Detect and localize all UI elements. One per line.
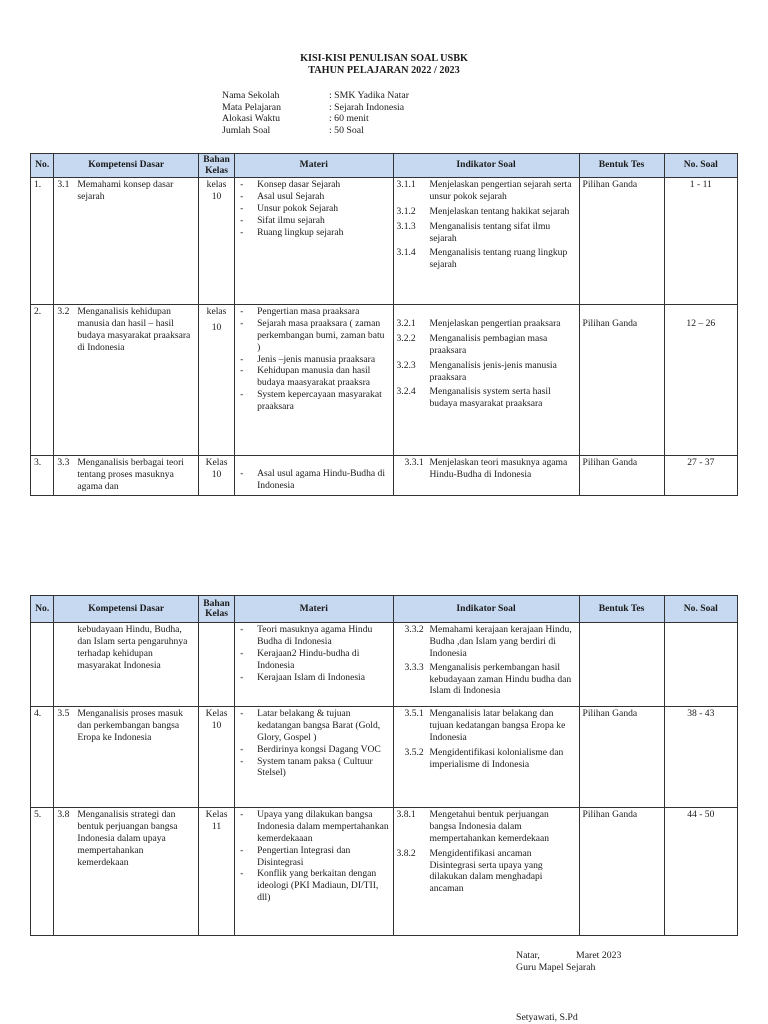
materi-item: - Kerajaan2 Hindu-budha di Indonesia bbox=[238, 648, 389, 672]
cell-kompetensi bbox=[54, 707, 199, 808]
indikator-text: Menganalisis tentang ruang lingkup sejarah bbox=[429, 247, 568, 271]
materi-item: - Ruang lingkup sejarah bbox=[238, 227, 389, 239]
cell-kelas bbox=[198, 178, 234, 305]
kd-number: 3.5 bbox=[57, 708, 70, 719]
col-header-indikator: Indikator Soal bbox=[393, 154, 579, 178]
indikator-text: Menganalisis latar belakang dan tujuan kedatangan bangsa Eropa ke Indonesia bbox=[429, 708, 566, 743]
cell-materi bbox=[235, 707, 393, 808]
kd-number: 3.8 bbox=[57, 809, 70, 820]
cell-no: 2. bbox=[31, 305, 54, 456]
indikator-item bbox=[397, 624, 576, 660]
kelas-label: Kelas bbox=[205, 809, 228, 820]
meta-row bbox=[222, 125, 409, 137]
indikator-item bbox=[397, 179, 576, 203]
indikator-item bbox=[397, 333, 576, 357]
materi-item: - Sejarah masa praaksara ( zaman perkembangan bumi, zaman batu ) bbox=[238, 318, 389, 354]
col-header-no: No. bbox=[31, 154, 54, 178]
indikator-text: Menjelaskan pengertian sejarah serta unsur pokok sejarah bbox=[429, 179, 572, 202]
meta-label: Jumlah Soal bbox=[222, 124, 271, 136]
materi-item: - Teori masuknya agama Hindu Budha di Indonesia bbox=[238, 624, 389, 648]
materi-item: - Konflik yang berkaitan dengan ideologi (PKI Madiaun, DI/TII, dll) bbox=[238, 868, 389, 904]
cell-kompetensi bbox=[54, 808, 199, 936]
signature-place-date bbox=[516, 950, 621, 962]
nosoal-text: 12 – 26 bbox=[686, 318, 716, 329]
col-header-nosoal: No. Soal bbox=[664, 154, 737, 178]
indikator-number: 3.8.2 bbox=[396, 847, 416, 859]
indikator-text: Menjelaskan pengertian praaksara bbox=[429, 318, 561, 329]
indikator-number: 3.2.4 bbox=[396, 386, 416, 398]
school-info bbox=[222, 90, 409, 136]
cell-indikator bbox=[393, 305, 579, 456]
indikator-number: 3.3.3 bbox=[404, 661, 424, 673]
meta-row bbox=[222, 113, 409, 125]
materi-item: - Unsur pokok Sejarah bbox=[238, 203, 389, 215]
indikator-number: 3.2.1 bbox=[396, 318, 416, 329]
indikator-number: 3.1.1 bbox=[396, 179, 416, 190]
table-row bbox=[31, 456, 738, 496]
kisi-table-page-2 bbox=[30, 595, 738, 936]
col-header-indikator: Indikator Soal bbox=[393, 596, 579, 623]
signature-place: Natar, bbox=[516, 950, 540, 961]
indikator-number: 3.1.4 bbox=[396, 247, 416, 259]
cell-indikator bbox=[393, 178, 579, 305]
cell-kelas bbox=[198, 456, 234, 496]
cell-bentuk: Pilihan Ganda bbox=[579, 808, 664, 936]
indikator-text: Menganalisis system serta hasil budaya masyarakat praaksara bbox=[429, 386, 551, 410]
kd-text: Menganalisis proses masuk dan perkembangan bangsa Eropa ke Indonesia bbox=[77, 708, 183, 743]
materi-item: - Pengertian masa praaksara bbox=[238, 306, 389, 318]
cell-no: 4. bbox=[31, 707, 54, 808]
cell-materi bbox=[235, 178, 393, 305]
indikator-number: 3.5.2 bbox=[404, 746, 424, 758]
meta-label: Mata Pelajaran bbox=[222, 101, 282, 113]
indikator-item bbox=[397, 360, 576, 384]
indikator-number: 3.3.1 bbox=[404, 457, 424, 468]
col-header-kompetensi: Kompetensi Dasar bbox=[54, 596, 199, 623]
col-header-kelas: Bahan Kelas bbox=[198, 154, 234, 178]
kelas-value: 10 bbox=[211, 719, 222, 731]
cell-kelas bbox=[198, 305, 234, 456]
indikator-number: 3.2.2 bbox=[396, 332, 416, 344]
meta-value: : 50 Soal bbox=[329, 124, 364, 136]
materi-item: - Berdirinya kongsi Dagang VOC bbox=[238, 744, 389, 756]
indikator-text: Mengetahui bentuk perjuangan bangsa Indonesia dalam mempertahankan kemerdekaan bbox=[429, 809, 550, 844]
kd-text: Menganalisis strategi dan bentuk perjuangan bangsa Indonesia dalam upaya mempertahankan kemerdekaan bbox=[77, 809, 178, 868]
kd-number: 3.3 bbox=[57, 457, 70, 468]
indikator-item bbox=[397, 708, 576, 744]
materi-item: - Kerajaan Islam di Indonesia bbox=[238, 672, 389, 684]
cell-nosoal bbox=[664, 305, 737, 456]
kd-number: 3.1 bbox=[57, 179, 70, 190]
indikator-item bbox=[397, 747, 576, 771]
table-header-row bbox=[31, 154, 738, 178]
col-header-kelas: Bahan Kelas bbox=[198, 596, 234, 623]
kd-text: Memahami konsep dasar sejarah bbox=[77, 179, 174, 202]
meta-value: : 60 menit bbox=[329, 113, 369, 125]
indikator-item bbox=[397, 318, 576, 330]
col-header-materi: Materi bbox=[235, 596, 393, 623]
kd-text: Menganalisis kehidupan manusia dan hasil – hasil budaya masyarakat praaksara di Indonesia bbox=[77, 306, 191, 353]
indikator-number: 3.1.3 bbox=[396, 220, 416, 232]
table-row bbox=[31, 178, 738, 305]
cell-bentuk: Pilihan Ganda bbox=[579, 707, 664, 808]
materi-item: - System kepercayaan masyarakat praaksara bbox=[238, 389, 389, 413]
cell-no: 1. bbox=[31, 178, 54, 305]
cell-no: 3. bbox=[31, 456, 54, 496]
indikator-text: Mengidentifikasi ancaman Disintegrasi serta upaya yang dilakukan dalam menghadapi ancaman bbox=[429, 847, 543, 895]
cell-nosoal: 38 - 43 bbox=[664, 707, 737, 808]
col-header-nosoal: No. Soal bbox=[664, 596, 737, 623]
cell-kompetensi bbox=[54, 456, 199, 496]
indikator-text: Menjelaskan teori masuknya agama Hindu-Budha di Indonesia bbox=[429, 457, 568, 480]
cell-no: 5. bbox=[31, 808, 54, 936]
materi-item: - Sifat ilmu sejarah bbox=[238, 215, 389, 227]
materi-item: - Kehidupan manusia dan hasil budaya maasyarakat praaksra bbox=[238, 365, 389, 389]
materi-item: - Latar belakang & tujuan kedatangan bangsa Barat (Gold, Glory, Gospel ) bbox=[238, 708, 389, 744]
kd-number: 3.2 bbox=[57, 306, 70, 317]
cell-materi bbox=[235, 305, 393, 456]
cell-nosoal: 27 - 37 bbox=[664, 456, 737, 496]
cell-bentuk bbox=[579, 305, 664, 456]
cell-kompetensi bbox=[54, 178, 199, 305]
indikator-item bbox=[397, 457, 576, 481]
cell-indikator bbox=[393, 623, 579, 707]
meta-row bbox=[222, 90, 409, 102]
table-row bbox=[31, 623, 738, 707]
bentuk-text: Pilihan Ganda bbox=[582, 318, 638, 329]
materi-item: - Konsep dasar Sejarah bbox=[238, 179, 389, 191]
cell-kelas bbox=[198, 808, 234, 936]
indikator-text: Memahami kerajaan kerajaan Hindu, Budha ,dan Islam yang berdiri di Indonesia bbox=[429, 624, 572, 659]
cell-nosoal bbox=[664, 623, 737, 707]
document-subtitle: TAHUN PELAJARAN 2022 / 2023 bbox=[308, 65, 460, 76]
indikator-text: Menganalisis perkembangan hasil kebudayaan zaman Hindu budha dan Islam di Indonesia bbox=[429, 661, 572, 697]
indikator-number: 3.8.1 bbox=[396, 809, 416, 820]
col-header-no: No. bbox=[31, 596, 54, 623]
materi-item: - Upaya yang dilakukan bangsa Indonesia dalam mempertahankan kemerdekaaan bbox=[238, 809, 389, 845]
cell-kompetensi bbox=[54, 623, 199, 707]
kisi-table-page-1 bbox=[30, 153, 738, 496]
kelas-label: kelas bbox=[206, 179, 227, 190]
indikator-item bbox=[397, 247, 576, 271]
materi-item: - System tanam paksa ( Cultuur Stelsel) bbox=[238, 756, 389, 780]
meta-value: : SMK Yadika Natar bbox=[329, 90, 410, 101]
meta-value: : Sejarah Indonesia bbox=[329, 101, 405, 113]
kelas-value: 10 bbox=[211, 190, 222, 202]
col-header-materi: Materi bbox=[235, 154, 393, 178]
indikator-text: Menganalisis pembagian masa praaksara bbox=[429, 332, 548, 356]
meta-row bbox=[222, 102, 409, 114]
table-header-row bbox=[31, 596, 738, 623]
indikator-number: 3.1.2 bbox=[396, 205, 416, 217]
kelas-label: Kelas bbox=[205, 708, 228, 719]
cell-kelas bbox=[198, 623, 234, 707]
signature-role: Guru Mapel Sejarah bbox=[516, 962, 596, 973]
indikator-item bbox=[397, 809, 576, 845]
cell-kompetensi bbox=[54, 305, 199, 456]
col-header-bentuk: Bentuk Tes bbox=[579, 154, 664, 178]
cell-materi bbox=[235, 623, 393, 707]
kelas-value: 10 bbox=[211, 468, 222, 480]
table-row bbox=[31, 305, 738, 456]
cell-bentuk: Pilihan Ganda bbox=[579, 456, 664, 496]
cell-kelas bbox=[198, 707, 234, 808]
cell-nosoal: 44 - 50 bbox=[664, 808, 737, 936]
materi-item: - Pengertian Integrasi dan Disintegrasi bbox=[238, 845, 389, 869]
cell-indikator bbox=[393, 808, 579, 936]
indikator-number: 3.2.3 bbox=[396, 359, 416, 371]
col-header-bentuk: Bentuk Tes bbox=[579, 596, 664, 623]
table-row bbox=[31, 707, 738, 808]
indikator-text: Menjelaskan tentang hakikat sejarah bbox=[429, 205, 570, 217]
cell-materi bbox=[235, 456, 393, 496]
indikator-item bbox=[397, 848, 576, 896]
indikator-text: Menganalisis jenis-jenis manusia praaksara bbox=[429, 359, 557, 383]
document-title: KISI-KISI PENULISAN SOAL USBK bbox=[300, 53, 468, 64]
indikator-text: Mengidentifikasi kolonialisme dan imperialisme di Indonesia bbox=[429, 746, 564, 770]
cell-materi bbox=[235, 808, 393, 936]
indikator-item bbox=[397, 206, 576, 218]
cell-no bbox=[31, 623, 54, 707]
kd-text: kebudayaan Hindu, Budha, dan Islam serta pengaruhnya terhadap kehidupan masyarakat Indonesia bbox=[77, 624, 188, 671]
materi-item: - Jenis –jenis manusia praaksara bbox=[238, 354, 389, 366]
cell-indikator bbox=[393, 456, 579, 496]
indikator-text: Menganalisis tentang sifat ilmu sejarah bbox=[429, 220, 551, 244]
signature-date: Maret 2023 bbox=[576, 950, 622, 961]
indikator-number: 3.5.1 bbox=[404, 708, 424, 719]
table-row bbox=[31, 808, 738, 936]
cell-bentuk: Pilihan Ganda bbox=[579, 178, 664, 305]
meta-label: Nama Sekolah bbox=[222, 90, 280, 101]
cell-nosoal: 1 - 11 bbox=[664, 178, 737, 305]
meta-label: Alokasi Waktu bbox=[222, 113, 281, 125]
kelas-value: 11 bbox=[211, 820, 222, 832]
col-header-kompetensi: Kompetensi Dasar bbox=[54, 154, 199, 178]
cell-indikator bbox=[393, 707, 579, 808]
materi-item: - Asal usul agama Hindu-Budha di Indonesia bbox=[238, 468, 389, 492]
indikator-item bbox=[397, 386, 576, 410]
cell-bentuk bbox=[579, 623, 664, 707]
kelas-value: 10 bbox=[211, 321, 222, 333]
signature-name: Setyawati, S.Pd bbox=[516, 1012, 578, 1023]
indikator-item bbox=[397, 221, 576, 245]
kelas-label: Kelas bbox=[205, 457, 228, 468]
indikator-number: 3.3.2 bbox=[404, 624, 424, 635]
materi-item: - Asal usul Sejarah bbox=[238, 191, 389, 203]
indikator-item bbox=[397, 662, 576, 698]
kd-text: Menganalisis berbagai teori tentang proses masuknya agama dan bbox=[77, 457, 184, 492]
kelas-label: kelas bbox=[206, 306, 227, 317]
